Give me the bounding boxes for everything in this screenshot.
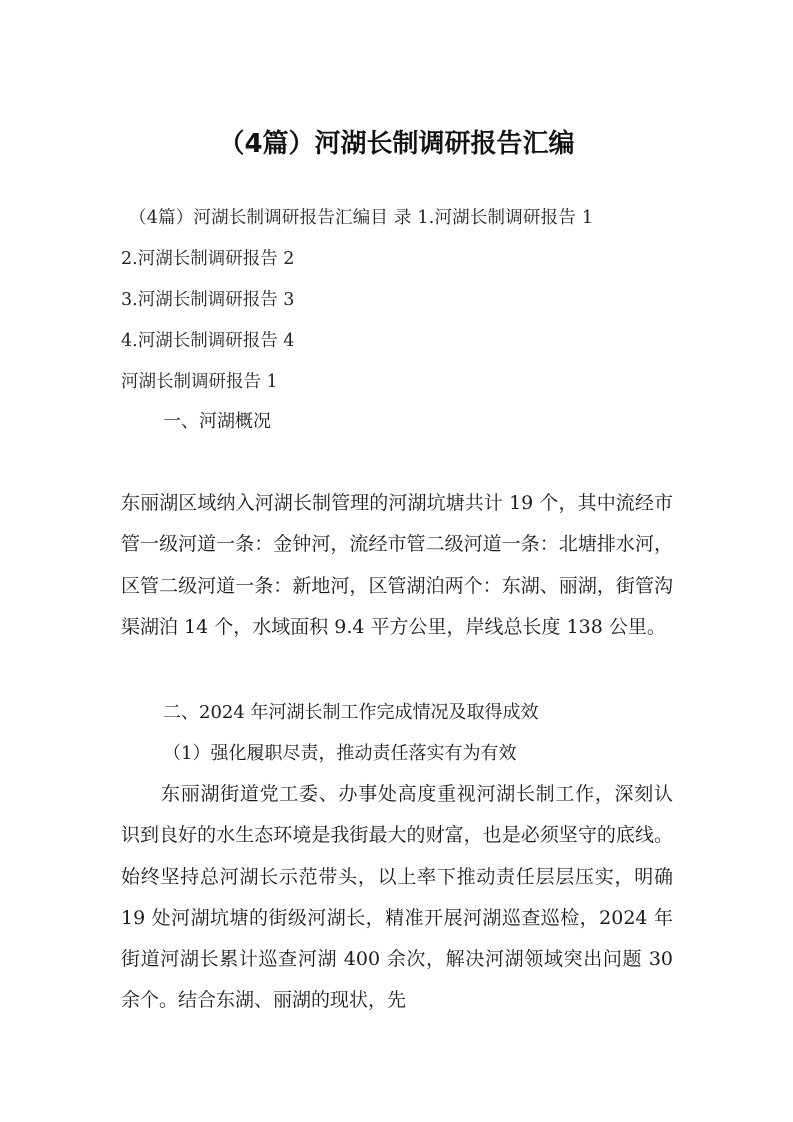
toc-line-1: （4篇）河湖长制调研报告汇编目 录 1.河湖长制调研报告 1 xyxy=(129,208,594,228)
report-title: 河湖长制调研报告 1 xyxy=(121,372,278,392)
document-title: （4篇）河湖长制调研报告汇编 xyxy=(218,129,575,159)
table-of-contents xyxy=(121,198,681,403)
subsection-1-heading: （1）强化履职尽责，推动责任落实有为有效 xyxy=(163,743,517,764)
toc-line-2: 2.河湖长制调研报告 2 xyxy=(121,249,295,269)
section-1-heading: 一、河湖概况 xyxy=(163,411,271,432)
toc-line-4: 4.河湖长制调研报告 4 xyxy=(121,331,295,351)
subsection-1-paragraph: 东丽湖街道党工委、办事处高度重视河湖长制工作，深刻认识到良好的水生态环境是我街最大的财富，也是必须坚守的底线。始终坚持总河湖长示范带头，以上率下推动责任层层压实，明确 19 处河湖坑塘的街级河湖长，精准开展河湖巡查巡检，2024 年街道河湖长累计巡查河湖 400 余次，解决河湖领域突出问题 30 余个。结合东湖、丽湖的现状，先 xyxy=(121,783,673,1012)
section-2-heading: 二、2024 年河湖长制工作完成情况及取得成效 xyxy=(163,702,539,723)
section-1-paragraph: 东丽湖区域纳入河湖长制管理的河湖坑塘共计 19 个，其中流经市管一级河道一条：金钟河，流经市管二级河道一条：北塘排水河，区管二级河道一条：新地河，区管湖泊两个：东湖、丽湖，街管沟渠湖泊 14 个，水域面积 9.4 平方公里，岸线总长度 138 公里。 xyxy=(121,492,673,638)
toc-line-3: 3.河湖长制调研报告 3 xyxy=(121,290,295,310)
